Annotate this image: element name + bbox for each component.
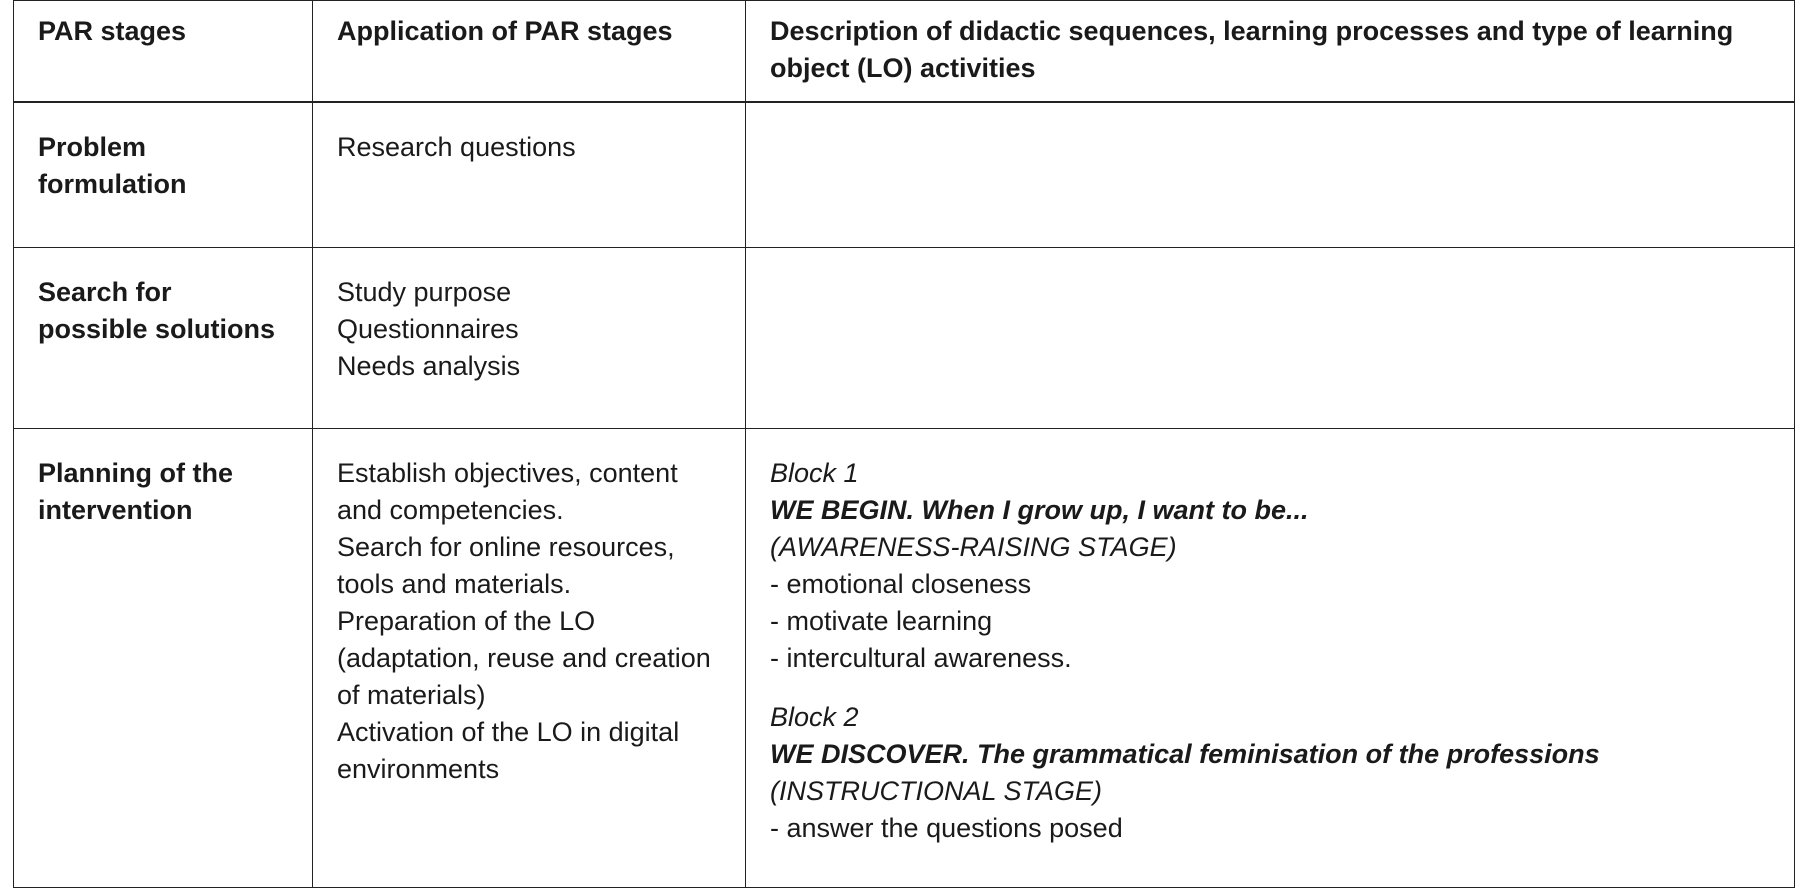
block-stage: (AWARENESS-RAISING STAGE) <box>770 532 1177 562</box>
block-title: WE BEGIN. When I grow up, I want to be... <box>770 495 1309 525</box>
application-item: Activation of the LO in digital environments <box>337 717 680 784</box>
block-item: - emotional closeness <box>770 569 1032 599</box>
stage-cell: Search for possible solutions <box>14 248 313 429</box>
application-item: Search for online resources, tools and materials. <box>337 532 675 599</box>
block-label: Block 1 <box>770 458 859 488</box>
table-row <box>14 248 1795 429</box>
stage-cell: Problem formulation <box>14 102 313 248</box>
application-item: Preparation of the LO (adaptation, reuse and creation of materials) <box>337 606 711 710</box>
description-cell <box>746 248 1795 429</box>
application-item: Questionnaires <box>337 314 519 344</box>
description-cell <box>746 429 1795 888</box>
description-cell <box>746 102 1795 248</box>
application-cell <box>313 102 746 248</box>
table-row <box>14 429 1795 888</box>
header-row <box>14 1 1795 103</box>
application-item: Research questions <box>337 132 576 162</box>
block-title: WE DISCOVER. The grammatical feminisation of the professions <box>770 739 1600 769</box>
table-row <box>14 102 1795 248</box>
block-stage: (INSTRUCTIONAL STAGE) <box>770 776 1103 806</box>
header-application: Application of PAR stages <box>313 1 746 103</box>
block-item: - intercultural awareness. <box>770 643 1072 673</box>
block-item: - motivate learning <box>770 606 993 636</box>
application-item: Needs analysis <box>337 351 521 381</box>
stage-cell: Planning of the intervention <box>14 429 313 888</box>
header-description: Description of didactic sequences, learning processes and type of learning object (LO) activities <box>746 1 1795 103</box>
header-par-stages: PAR stages <box>14 1 313 103</box>
block-label: Block 2 <box>770 702 859 732</box>
application-item: Study purpose <box>337 277 512 307</box>
application-item: Establish objectives, content and competencies. <box>337 458 678 525</box>
application-cell <box>313 429 746 888</box>
par-stages-table <box>13 0 1795 888</box>
application-cell <box>313 248 746 429</box>
block-item: - answer the questions posed <box>770 813 1123 843</box>
